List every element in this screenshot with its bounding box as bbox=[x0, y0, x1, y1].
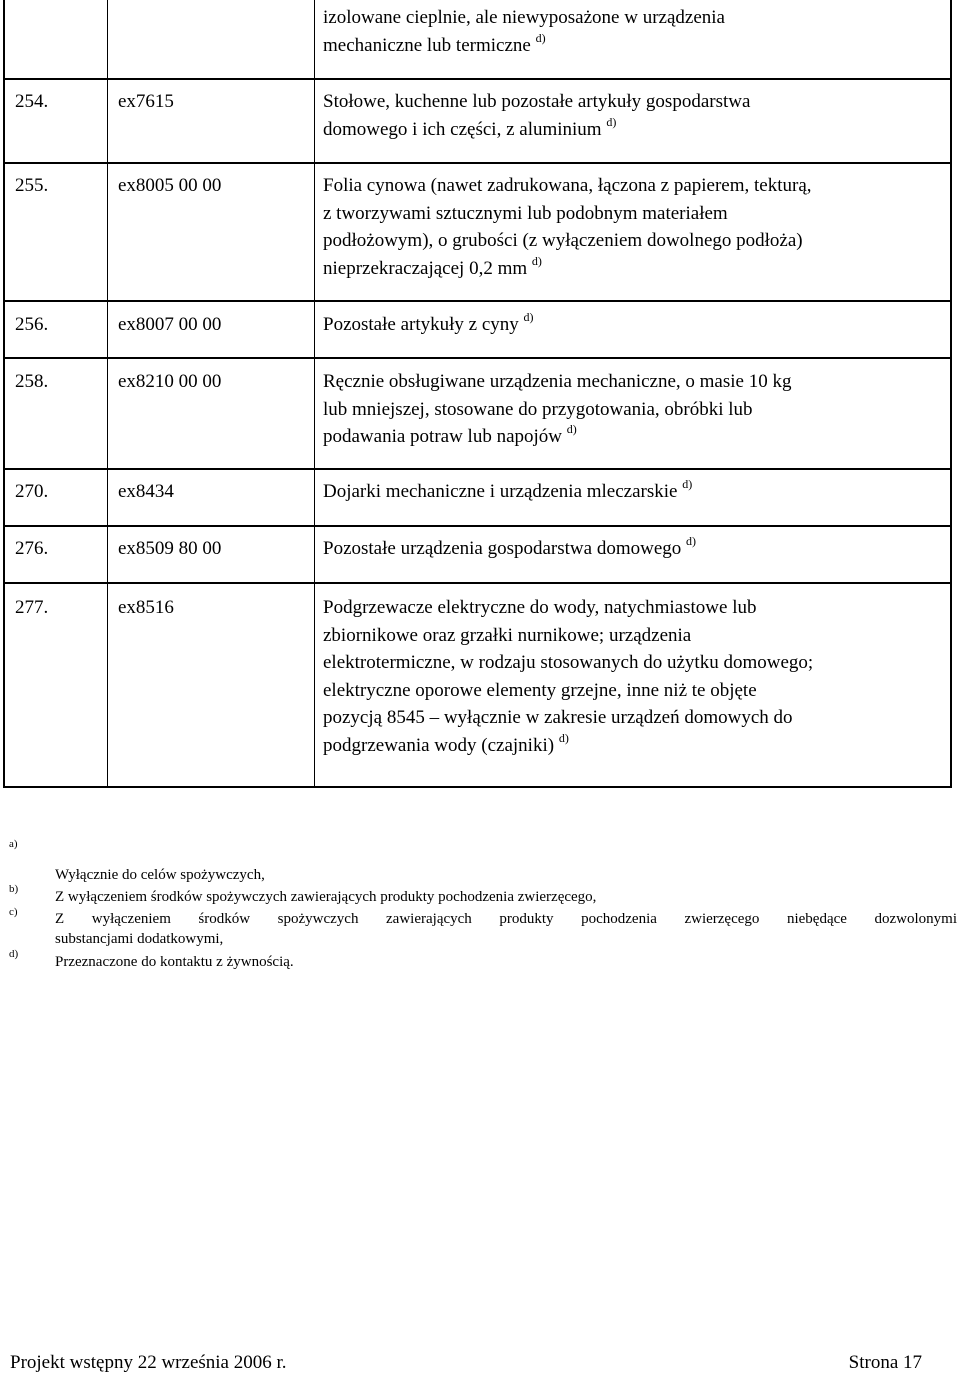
footnote-ref: d) bbox=[558, 730, 569, 745]
description bbox=[323, 478, 692, 506]
description-line bbox=[323, 649, 813, 677]
description-line bbox=[323, 535, 696, 563]
row-number: 270. bbox=[15, 481, 49, 502]
row-number: 277. bbox=[15, 597, 49, 618]
footnote-b: Z wyłączeniem środków spożywczych zawierających produkty pochodzenia zwierzęcego, bbox=[55, 889, 597, 905]
cn-code: ex8434 bbox=[118, 481, 174, 502]
description-line bbox=[323, 478, 692, 506]
description-line bbox=[323, 172, 812, 200]
cn-code: ex7615 bbox=[118, 91, 174, 112]
footnote-label-c: c) bbox=[9, 906, 18, 918]
tariff-table bbox=[3, 0, 952, 788]
cn-code: ex8007 00 00 bbox=[118, 314, 222, 335]
description-line bbox=[323, 732, 813, 760]
description-text: zbiornikowe oraz grzałki nurnikowe; urządzenia bbox=[323, 624, 692, 646]
description-line bbox=[323, 32, 725, 60]
footnote-ref: d) bbox=[686, 534, 697, 548]
description bbox=[323, 311, 534, 339]
footnote-ref: d) bbox=[682, 477, 693, 491]
cn-code: ex8210 00 00 bbox=[118, 371, 222, 392]
description bbox=[323, 535, 696, 563]
footnote-c-line1: Z wyłączeniem środków spożywczych zawierających produkty pochodzenia zwierzęcego niebędące dozwolonymi bbox=[55, 911, 957, 927]
cn-code: ex8516 bbox=[118, 597, 174, 618]
description bbox=[323, 594, 813, 759]
description-text: mechaniczne lub termiczne bbox=[323, 34, 531, 56]
row-separator bbox=[5, 357, 950, 359]
row-number: 256. bbox=[15, 314, 49, 335]
row-separator bbox=[5, 468, 950, 470]
footnote-ref: d) bbox=[566, 422, 577, 436]
description-text: Pozostałe artykuły z cyny bbox=[323, 314, 519, 335]
row-separator bbox=[5, 78, 950, 80]
description bbox=[323, 88, 750, 143]
description bbox=[323, 172, 812, 282]
description-line bbox=[323, 704, 813, 732]
row-separator bbox=[5, 582, 950, 584]
description-text: z tworzywami sztucznymi lub podobnym materiałem bbox=[323, 202, 728, 224]
description-line bbox=[323, 200, 812, 228]
footnote-d: Przeznaczone do kontaktu z żywnością. bbox=[55, 954, 294, 970]
footer-page-number: Strona 17 bbox=[848, 1352, 922, 1373]
description-line bbox=[323, 88, 750, 116]
description-line bbox=[323, 677, 813, 705]
description-line bbox=[323, 423, 791, 451]
description-text: Folia cynowa (nawet zadrukowana, łączona z papierem, tekturą, bbox=[323, 175, 812, 196]
row-number: 276. bbox=[15, 538, 49, 559]
column-divider bbox=[107, 0, 108, 786]
description-text: nieprzekraczającej 0,2 mm bbox=[323, 257, 528, 279]
row-separator bbox=[5, 162, 950, 164]
footnote-c-line2: substancjami dodatkowymi, bbox=[55, 931, 224, 947]
description-text: Ręcznie obsługiwane urządzenia mechaniczne, o masie 10 kg bbox=[323, 371, 792, 392]
description-line bbox=[323, 255, 812, 283]
description-line bbox=[323, 116, 750, 144]
description-text: domowego i ich części, z aluminium bbox=[323, 118, 602, 140]
footnote-label-b: b) bbox=[9, 883, 19, 895]
row-number: 254. bbox=[15, 91, 49, 112]
description-line bbox=[323, 622, 813, 650]
description-text: elektryczne oporowe elementy grzejne, inne niż te objęte bbox=[323, 679, 757, 701]
description-line bbox=[323, 311, 534, 339]
description-text: podgrzewania wody (czajniki) bbox=[323, 734, 555, 756]
description-line bbox=[323, 396, 791, 424]
footer-project-date: Projekt wstępny 22 września 2006 r. bbox=[10, 1352, 287, 1373]
description-text: Pozostałe urządzenia gospodarstwa domowego bbox=[323, 538, 682, 559]
description-line bbox=[323, 368, 791, 396]
row-number: 258. bbox=[15, 371, 49, 392]
footnote-label-d: d) bbox=[9, 948, 19, 960]
footnote-ref: d) bbox=[535, 30, 546, 45]
description-text: Podgrzewacze elektryczne do wody, natychmiastowe lub bbox=[323, 597, 757, 618]
row-number: 255. bbox=[15, 175, 49, 196]
description-line bbox=[323, 227, 812, 255]
description-text: izolowane cieplnie, ale niewyposażone w urządzenia bbox=[323, 7, 725, 28]
row-separator bbox=[5, 525, 950, 527]
footnote-a: Wyłącznie do celów spożywczych, bbox=[55, 867, 265, 883]
description bbox=[323, 368, 791, 451]
description-text: Stołowe, kuchenne lub pozostałe artykuły gospodarstwa bbox=[323, 91, 751, 112]
description-line bbox=[323, 594, 813, 622]
description bbox=[323, 4, 725, 59]
row-separator bbox=[5, 300, 950, 302]
cn-code: ex8509 80 00 bbox=[118, 538, 222, 559]
description-text: elektrotermiczne, w rodzaju stosowanych do użytku domowego; bbox=[323, 652, 814, 673]
column-divider bbox=[314, 0, 315, 786]
description-text: podłożowym), o grubości (z wyłączeniem dowolnego podłoża) bbox=[323, 230, 803, 251]
footnote-label-a: a) bbox=[9, 838, 18, 850]
description-text: lub mniejszej, stosowane do przygotowania, obróbki lub bbox=[323, 398, 753, 420]
footnote-ref: d) bbox=[606, 114, 617, 129]
footnote-ref: d) bbox=[523, 310, 534, 324]
description-line bbox=[323, 4, 725, 32]
cn-code: ex8005 00 00 bbox=[118, 175, 222, 196]
description-text: podawania potraw lub napojów bbox=[323, 426, 563, 447]
footnote-ref: d) bbox=[531, 253, 542, 268]
description-text: pozycją 8545 – wyłącznie w zakresie urządzeń domowych do bbox=[323, 707, 793, 728]
description-text: Dojarki mechaniczne i urządzenia mleczarskie bbox=[323, 481, 678, 502]
